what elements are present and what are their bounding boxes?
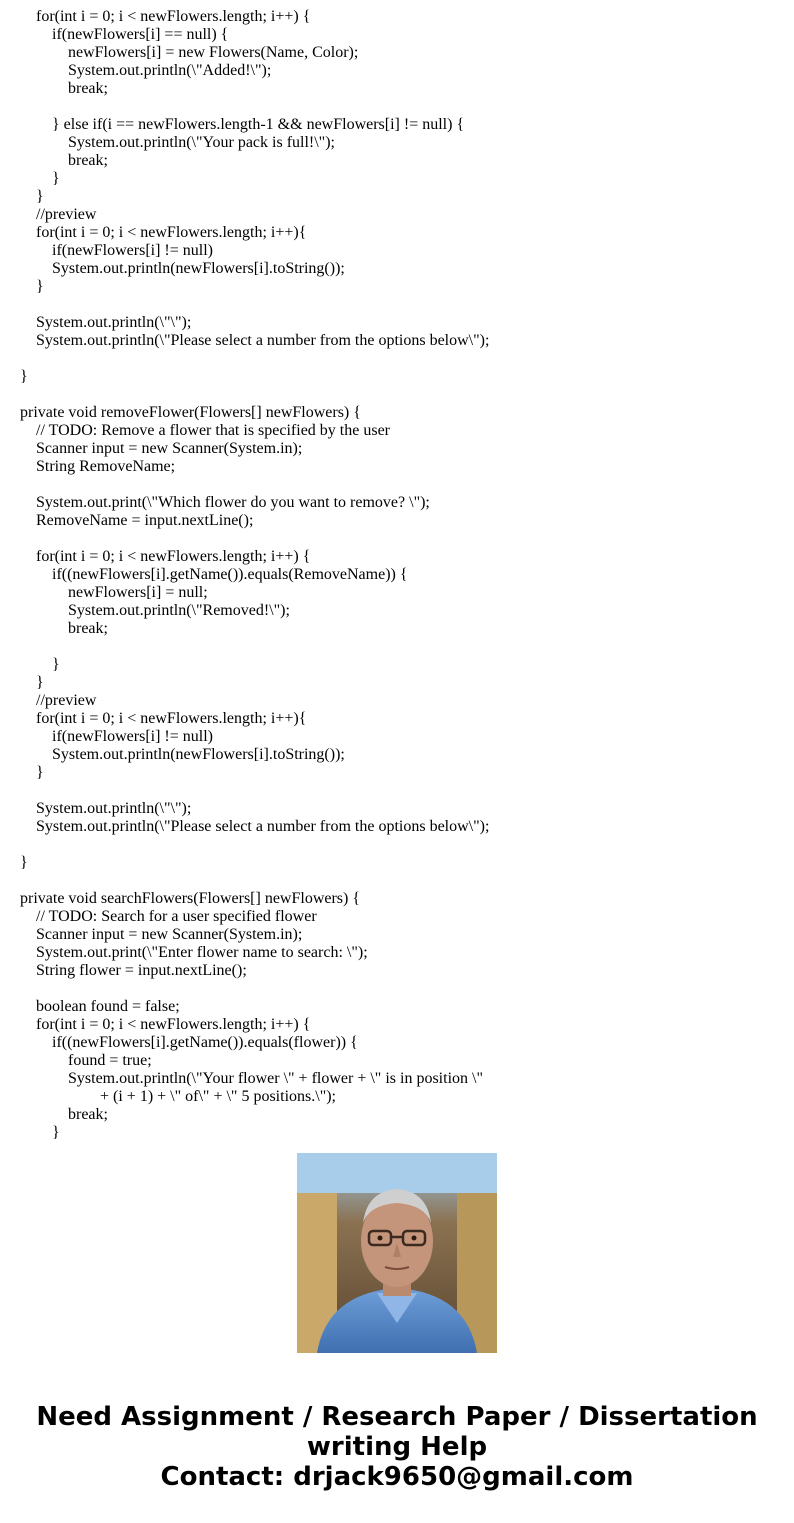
code-line <box>0 782 794 800</box>
code-line: String RemoveName; <box>36 458 176 475</box>
code-line: if(newFlowers[i] == null) { <box>52 26 229 43</box>
code-line: System.out.println(\"Removed!\"); <box>68 602 290 619</box>
code-line: } <box>36 278 44 295</box>
code-line: newFlowers[i] = null; <box>68 584 208 601</box>
code-line: if(newFlowers[i] != null) <box>52 728 213 745</box>
code-line: if((newFlowers[i].getName()).equals(flower)) { <box>52 1034 358 1051</box>
code-line: System.out.println(\"\"); <box>36 800 192 817</box>
code-line: break; <box>68 152 108 169</box>
code-line: Scanner input = new Scanner(System.in); <box>36 440 303 457</box>
contact-banner <box>0 1402 794 1492</box>
code-line: System.out.println(newFlowers[i].toString()); <box>52 260 345 277</box>
code-line: } <box>20 368 28 385</box>
code-line: String flower = input.nextLine(); <box>36 962 247 979</box>
contact-line-2: writing Help <box>306 1432 488 1462</box>
code-line: } <box>52 656 60 673</box>
avatar <box>297 1153 497 1353</box>
code-line: for(int i = 0; i < newFlowers.length; i++) { <box>36 1016 311 1033</box>
code-line: break; <box>68 80 108 97</box>
code-line: if((newFlowers[i].getName()).equals(RemoveName)) { <box>52 566 408 583</box>
code-line: for(int i = 0; i < newFlowers.length; i++) { <box>36 8 311 25</box>
code-line: //preview <box>36 206 97 223</box>
code-line: System.out.print(\"Which flower do you want to remove? \"); <box>36 494 430 511</box>
code-line: private void removeFlower(Flowers[] newFlowers) { <box>20 404 361 421</box>
code-line: } <box>36 764 44 781</box>
code-line: System.out.println(\"Added!\"); <box>68 62 272 79</box>
code-line: newFlowers[i] = new Flowers(Name, Color); <box>68 44 359 61</box>
code-line: System.out.println(\"Your flower \" + flower + \" is in position \" <box>68 1070 483 1087</box>
code-line: boolean found = false; <box>36 998 180 1015</box>
code-line: private void searchFlowers(Flowers[] newFlowers) { <box>20 890 361 907</box>
code-line: for(int i = 0; i < newFlowers.length; i++){ <box>36 224 307 241</box>
code-line: } <box>52 170 60 187</box>
code-line: System.out.print(\"Enter flower name to search: \"); <box>36 944 368 961</box>
code-listing <box>0 8 794 1141</box>
code-line: if(newFlowers[i] != null) <box>52 242 213 259</box>
code-line: // TODO: Search for a user specified flower <box>36 908 317 925</box>
code-line: found = true; <box>68 1052 152 1069</box>
code-line: System.out.println(\"Your pack is full!\"); <box>68 134 335 151</box>
code-line <box>0 476 794 494</box>
code-line: } else if(i == newFlowers.length-1 && newFlowers[i] != null) { <box>52 116 465 133</box>
code-line <box>0 350 794 368</box>
code-line <box>0 386 794 404</box>
code-line: + (i + 1) + \" of\" + \" 5 positions.\"); <box>100 1088 336 1105</box>
code-line <box>0 98 794 116</box>
contact-line-1: Need Assignment / Research Paper / Dissertation <box>36 1402 758 1432</box>
code-line <box>0 836 794 854</box>
code-line: } <box>20 854 28 871</box>
code-line: System.out.println(\"Please select a number from the options below\"); <box>36 332 490 349</box>
code-line: for(int i = 0; i < newFlowers.length; i++) { <box>36 548 311 565</box>
code-line: System.out.println(\"\"); <box>36 314 192 331</box>
code-line <box>0 638 794 656</box>
code-line: for(int i = 0; i < newFlowers.length; i++){ <box>36 710 307 727</box>
code-line: break; <box>68 1106 108 1123</box>
code-line: } <box>36 674 44 691</box>
code-line: Scanner input = new Scanner(System.in); <box>36 926 303 943</box>
code-line: } <box>36 188 44 205</box>
code-line <box>0 872 794 890</box>
code-line: RemoveName = input.nextLine(); <box>36 512 254 529</box>
code-line: System.out.println(newFlowers[i].toString()); <box>52 746 345 763</box>
code-line <box>0 296 794 314</box>
contact-email: Contact: drjack9650@gmail.com <box>160 1462 634 1492</box>
code-line: break; <box>68 620 108 637</box>
code-line: System.out.println(\"Please select a number from the options below\"); <box>36 818 490 835</box>
code-line: // TODO: Remove a flower that is specified by the user <box>36 422 390 439</box>
code-line <box>0 530 794 548</box>
code-line: //preview <box>36 692 97 709</box>
code-line <box>0 980 794 998</box>
code-line: } <box>52 1124 60 1141</box>
person-photo-icon <box>297 1153 497 1353</box>
